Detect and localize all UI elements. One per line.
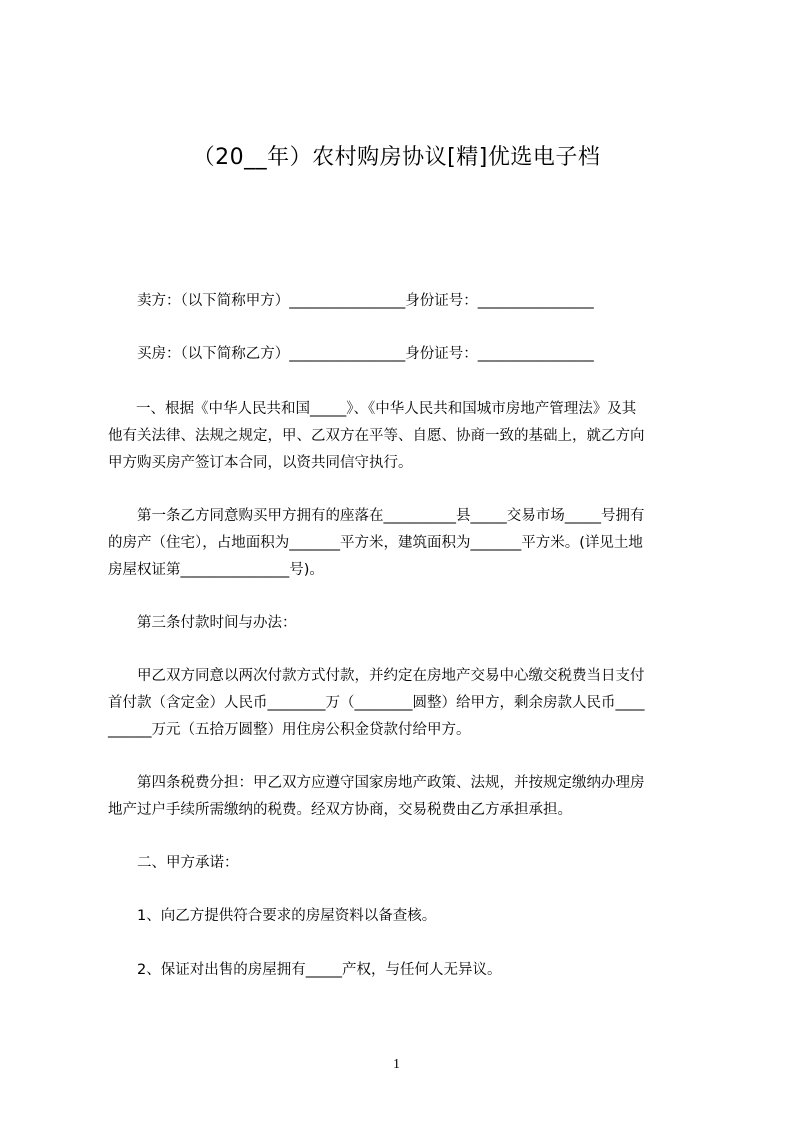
document-title: （20__年）农村购房协议[精]优选电子档 [192,145,601,170]
paragraph-line: 的房产（住宅），占地面积为_______平方米，建筑面积为_______平方米。(详见土地 [108,535,643,551]
paragraph-line: 房屋权证第_______________号)。 [108,562,324,578]
section-2-heading: 二、甲方承诺： [137,855,239,871]
paragraph-line: ______万元（五拾万圆整）用住房公积金贷款付给甲方。 [108,722,471,738]
buyer-line: 买房：（以下简称乙方）________________身份证号：________________ [137,346,594,362]
paragraph-line: 他有关法律、法规之规定，甲、乙双方在平等、自愿、协商一致的基础上，就乙方向 [108,428,645,444]
paragraph-line: 地产过户手续所需缴纳的税费。经双方协商，交易税费由乙方承担承担。 [108,802,572,818]
seller-line: 卖方：（以下简称甲方）________________身份证号：________________ [137,293,594,309]
article-3-heading: 第三条付款时间与办法： [137,615,297,631]
page-number: 1 [393,1057,400,1072]
paragraph-line: 甲乙双方同意以两次付款方式付款，并约定在房地产交易中心缴交税费当日支付 [137,668,645,684]
promise-1: 1、向乙方提供符合要求的房屋资料以备查核。 [137,908,437,924]
paragraph-line: 一、根据《中华人民共和国_____》、《中华人民共和国城市房地产管理法》及其 [136,401,637,417]
paragraph-line: 首付款（含定金）人民币________万（________圆整）给甲方，剩余房款人民币____ [108,695,645,711]
paragraph-line: 第一条乙方同意购买甲方拥有的座落在__________县_____交易市场_____号拥有 [137,508,645,524]
paragraph-line: 第四条税费分担：甲乙双方应遵守国家房地产政策、法规，并按规定缴纳办理房 [137,775,645,791]
paragraph-line: 甲方购买房产签订本合同，以资共同信守执行。 [108,455,413,471]
promise-2: 2、保证对出售的房屋拥有_____产权，与任何人无异议。 [137,962,502,978]
